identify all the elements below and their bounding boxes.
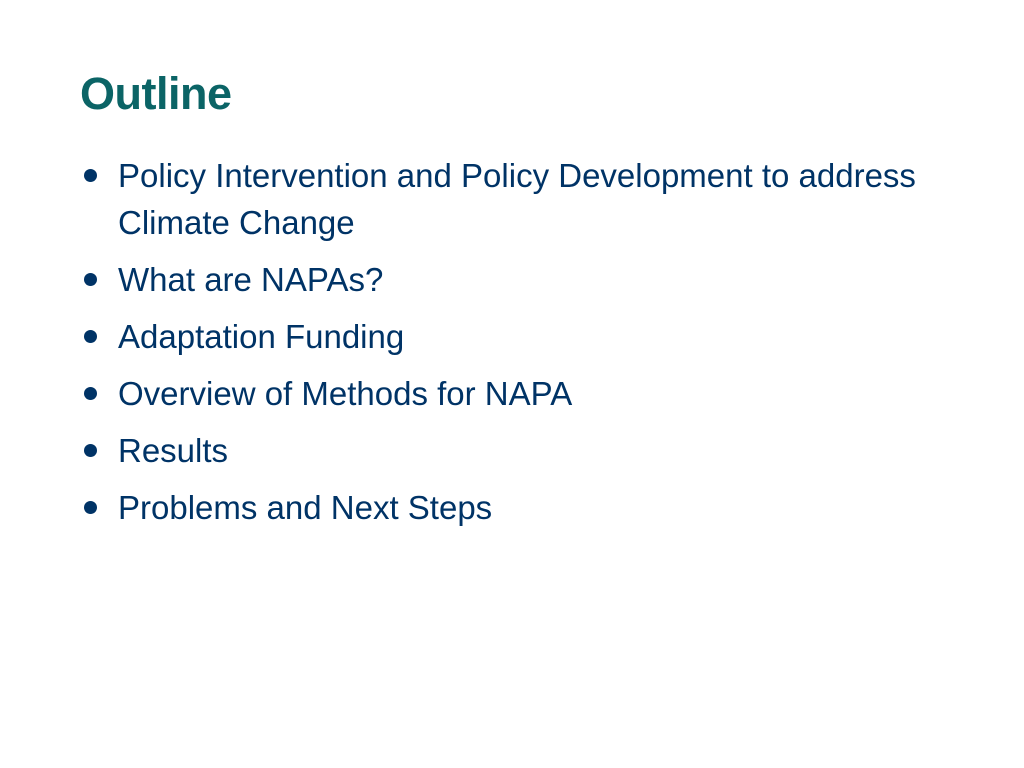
bullet-dot-icon (84, 273, 97, 286)
bullet-text: Adaptation Funding (118, 318, 405, 355)
bullet-item-results (80, 427, 960, 474)
bullet-item-problems-next-steps (80, 484, 960, 531)
bullet-list (80, 152, 960, 541)
bullet-text: Overview of Methods for NAPA (118, 375, 573, 412)
bullet-dot-icon (84, 169, 97, 182)
bullet-dot-icon (84, 444, 97, 457)
bullet-text: Policy Intervention and Policy Development to address Climate Change (118, 157, 916, 241)
bullet-item-overview-methods (80, 370, 960, 417)
bullet-dot-icon (84, 501, 97, 514)
bullet-dot-icon (84, 330, 97, 343)
bullet-text: What are NAPAs? (118, 261, 384, 298)
bullet-text: Problems and Next Steps (118, 489, 493, 526)
bullet-text: Results (118, 432, 229, 469)
bullet-item-adaptation-funding (80, 313, 960, 360)
slide-title: Outline (80, 68, 232, 119)
bullet-item-policy-intervention (80, 152, 960, 246)
bullet-item-what-are-napas (80, 256, 960, 303)
bullet-dot-icon (84, 387, 97, 400)
